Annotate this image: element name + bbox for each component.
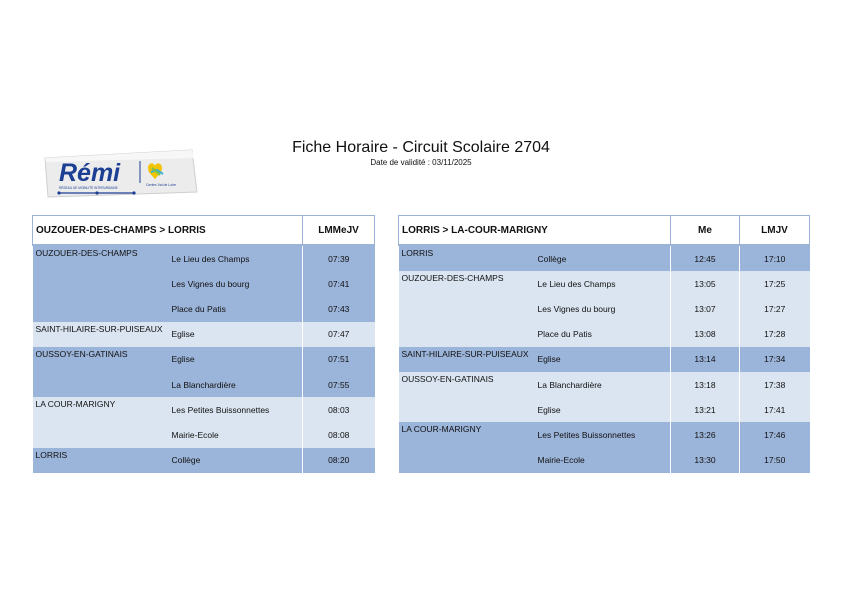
- stop-cell: Mairie-Ecole: [169, 422, 303, 447]
- time-cell: 07:43: [303, 296, 375, 321]
- time-cell: 07:47: [303, 322, 375, 347]
- table-row: [399, 422, 810, 447]
- commune-cell: LA COUR-MARIGNY: [399, 422, 535, 447]
- stop-cell: Les Vignes du bourg: [535, 296, 671, 321]
- time-cell: 13:18: [671, 372, 740, 397]
- commune-cell: [33, 271, 169, 296]
- stop-cell: La Blanchardière: [535, 372, 671, 397]
- validity-date: Date de validité : 03/11/2025: [370, 158, 472, 167]
- stop-cell: Les Petites Buissonnettes: [169, 397, 303, 422]
- commune-cell: [33, 422, 169, 447]
- time-cell: 13:08: [671, 322, 740, 347]
- time-cell: 08:08: [303, 422, 375, 447]
- commune-cell: OUZOUER-DES-CHAMPS: [33, 245, 169, 271]
- time-cell: 07:41: [303, 271, 375, 296]
- time-cell: 08:03: [303, 397, 375, 422]
- stop-cell: Eglise: [169, 347, 303, 372]
- table-row: [33, 397, 375, 422]
- time-cell: 17:50: [740, 448, 810, 473]
- day-header: Me: [671, 216, 740, 246]
- stop-cell: Le Lieu des Champs: [169, 245, 303, 271]
- time-cell: 13:30: [671, 448, 740, 473]
- table-row: [399, 245, 810, 271]
- time-cell: 17:46: [740, 422, 810, 447]
- commune-cell: SAINT-HILAIRE-SUR-PUISEAUX: [33, 322, 169, 347]
- time-cell: 13:26: [671, 422, 740, 447]
- logo-wordmark: Rémi: [59, 159, 121, 187]
- remi-logo: [42, 148, 198, 198]
- table-row: [33, 448, 375, 473]
- stop-cell: Eglise: [535, 397, 671, 422]
- stop-cell: Le Lieu des Champs: [535, 271, 671, 296]
- stop-cell: Collège: [169, 448, 303, 473]
- stop-cell: Eglise: [535, 347, 671, 372]
- commune-cell: OUZOUER-DES-CHAMPS: [399, 271, 535, 296]
- table-row: [33, 271, 375, 296]
- table-row: [33, 296, 375, 321]
- time-cell: 08:20: [303, 448, 375, 473]
- stop-cell: Place du Patis: [535, 322, 671, 347]
- commune-cell: OUSSOY-EN-GATINAIS: [399, 372, 535, 397]
- commune-cell: SAINT-HILAIRE-SUR-PUISEAUX: [399, 347, 535, 372]
- schedule-table-outbound: [32, 215, 375, 473]
- time-cell: 13:07: [671, 296, 740, 321]
- route-title: OUZOUER-DES-CHAMPS > LORRIS: [33, 216, 303, 246]
- stop-cell: La Blanchardière: [169, 372, 303, 397]
- table-row: [33, 322, 375, 347]
- commune-cell: LORRIS: [399, 245, 535, 271]
- stop-cell: Collège: [535, 245, 671, 271]
- time-cell: 17:34: [740, 347, 810, 372]
- time-cell: 13:21: [671, 397, 740, 422]
- day-header: LMJV: [740, 216, 810, 246]
- stop-cell: Mairie-Ecole: [535, 448, 671, 473]
- time-cell: 07:55: [303, 372, 375, 397]
- table-row: [399, 322, 810, 347]
- commune-cell: [399, 322, 535, 347]
- commune-cell: [33, 296, 169, 321]
- time-cell: 17:25: [740, 271, 810, 296]
- commune-cell: OUSSOY-EN-GATINAIS: [33, 347, 169, 372]
- time-cell: 17:41: [740, 397, 810, 422]
- time-cell: 17:27: [740, 296, 810, 321]
- commune-cell: [399, 296, 535, 321]
- time-cell: 13:14: [671, 347, 740, 372]
- table-row: [399, 271, 810, 296]
- time-cell: 07:51: [303, 347, 375, 372]
- time-cell: 17:10: [740, 245, 810, 271]
- page-title: Fiche Horaire - Circuit Scolaire 2704: [292, 139, 550, 156]
- commune-cell: LORRIS: [33, 448, 169, 473]
- commune-cell: [399, 448, 535, 473]
- commune-cell: LA COUR-MARIGNY: [33, 397, 169, 422]
- table-row: [399, 448, 810, 473]
- stop-cell: Les Vignes du bourg: [169, 271, 303, 296]
- table-row: [33, 245, 375, 271]
- time-cell: 12:45: [671, 245, 740, 271]
- schedule-table-return: [398, 215, 810, 473]
- commune-cell: [399, 397, 535, 422]
- table-row: [399, 296, 810, 321]
- time-cell: 13:05: [671, 271, 740, 296]
- day-header: LMMeJV: [303, 216, 375, 246]
- svg-text:RÉSEAU DE MOBILITÉ INTERURBAIN: RÉSEAU DE MOBILITÉ INTERURBAINE: [59, 186, 118, 190]
- table-row: [399, 397, 810, 422]
- table-row: [33, 372, 375, 397]
- route-title: LORRIS > LA-COUR-MARIGNY: [399, 216, 671, 246]
- time-cell: 07:39: [303, 245, 375, 271]
- table-row: [399, 372, 810, 397]
- time-cell: 17:28: [740, 322, 810, 347]
- table-row: [33, 347, 375, 372]
- table-row: [33, 422, 375, 447]
- stop-cell: Les Petites Buissonnettes: [535, 422, 671, 447]
- table-row: [399, 347, 810, 372]
- stop-cell: Place du Patis: [169, 296, 303, 321]
- stop-cell: Eglise: [169, 322, 303, 347]
- commune-cell: [33, 372, 169, 397]
- svg-text:Centre-Val de Loire: Centre-Val de Loire: [146, 183, 177, 187]
- time-cell: 17:38: [740, 372, 810, 397]
